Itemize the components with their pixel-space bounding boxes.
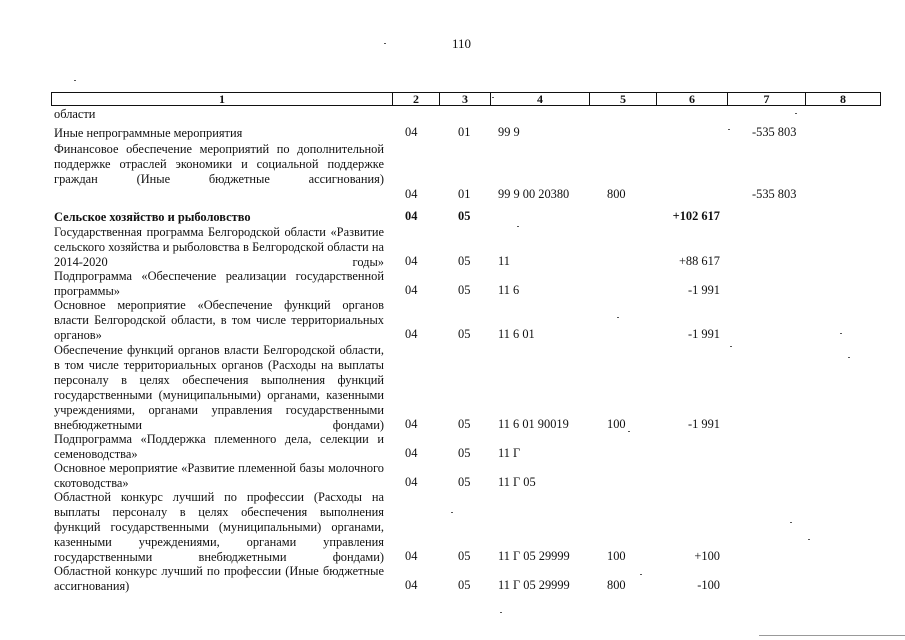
row-amount-6: -1 991: [687, 327, 720, 341]
row-target-code: 11: [498, 254, 510, 268]
row-section: 04: [405, 417, 418, 431]
row-description: Областной конкурс лучший по профессии (Иные бюджетные ассигнования): [54, 564, 384, 593]
row-section: 04: [405, 327, 418, 341]
row-amount-6: -1 991: [687, 417, 720, 431]
row-amount-6: -100: [697, 578, 720, 592]
row-section: 04: [405, 209, 418, 223]
row-description: Государственная программа Белгородской области «Развитие сельского хозяйства и рыболовства в Белгородской области на 2014-2020 годы»: [54, 225, 384, 269]
row-subsection: 05: [458, 283, 471, 297]
scan-speck: [808, 539, 810, 540]
row-description: Подпрограмма «Поддержка племенного дела, селекции и семеноводства»: [54, 432, 384, 461]
row-subsection: 05: [458, 209, 471, 223]
row-expense-type: 800: [607, 187, 626, 201]
scan-speck: [74, 80, 76, 81]
row-target-code: 11 Г 05: [498, 475, 536, 489]
row-subsection: 05: [458, 327, 471, 341]
row-amount-6: +100: [694, 549, 720, 563]
row-description: Сельское хозяйство и рыболовство: [54, 210, 251, 224]
row-subsection: 05: [458, 475, 471, 489]
row-amount-6: +102 617: [672, 209, 720, 223]
header-col-8: 8: [840, 92, 846, 106]
row-target-code: 11 6 01: [498, 327, 535, 341]
row-description: области: [54, 107, 96, 121]
row-target-code: 11 6: [498, 283, 520, 297]
row-description: Основное мероприятие «Развитие племенной базы молочного скотоводства»: [54, 461, 384, 490]
scan-speck: [728, 129, 730, 130]
row-expense-type: 800: [607, 578, 626, 592]
header-col-3: 3: [440, 93, 491, 105]
row-section: 04: [405, 578, 418, 592]
scan-speck: [730, 346, 732, 347]
header-col-4: 4: [491, 93, 590, 105]
row-target-code: 11 6 01 90019: [498, 417, 569, 431]
scan-speck: [790, 522, 792, 523]
scan-speck: [492, 97, 494, 98]
row-section: 04: [405, 549, 418, 563]
row-subsection: 05: [458, 549, 471, 563]
row-target-code: 11 Г 05 29999: [498, 549, 570, 563]
row-subsection: 05: [458, 446, 471, 460]
scan-edge-line: [759, 635, 905, 636]
row-target-code: 11 Г: [498, 446, 521, 460]
row-target-code: 99 9 00 20380: [498, 187, 570, 201]
scan-speck: [500, 612, 502, 613]
row-description: Областной конкурс лучший по профессии (Расходы на выплаты персоналу в целях обеспечения выполнения функций государственными (муниципальными) органами, казенными учреждениями, органами управления государственными внебюджетными фондами): [54, 490, 384, 564]
row-amount-7: -535 803: [752, 187, 797, 201]
row-section: 04: [405, 475, 418, 489]
row-description: Обеспечение функций органов власти Белгородской области, в том числе территориальных органов (Расходы на выплаты персоналу в целях обеспечения выполнения функций государственными (муниципальными) органами, казенными учреждениями, органами управления государственными внебюджетными фондами): [54, 343, 384, 432]
row-subsection: 01: [458, 125, 471, 139]
header-col-1: 1: [52, 93, 393, 105]
header-col-5: 5: [590, 93, 657, 105]
row-description: Финансовое обеспечение мероприятий по дополнительной поддержке отраслей экономики и социальной поддержке граждан (Иные бюджетные ассигнования): [54, 142, 384, 186]
row-section: 04: [405, 254, 418, 268]
row-expense-type: 100: [607, 549, 626, 563]
row-section: 04: [405, 187, 418, 201]
row-subsection: 05: [458, 578, 471, 592]
row-description: Подпрограмма «Обеспечение реализации государственной программы»: [54, 269, 384, 298]
scan-speck: [640, 574, 642, 575]
header-col-7: 7: [728, 93, 806, 105]
scan-speck: [795, 113, 797, 114]
row-subsection: 05: [458, 254, 471, 268]
row-section: 04: [405, 446, 418, 460]
row-target-code: 11 Г 05 29999: [498, 578, 570, 592]
page-number: 110: [452, 36, 472, 51]
row-description: Иные непрограммные мероприятия: [54, 126, 243, 140]
row-amount-6: +88 617: [678, 254, 720, 268]
row-amount-6: -1 991: [687, 283, 720, 297]
header-col-6: 6: [657, 93, 728, 105]
row-section: 04: [405, 125, 418, 139]
scan-speck: [384, 43, 386, 44]
row-amount-7: -535 803: [752, 125, 797, 139]
row-subsection: 01: [458, 187, 471, 201]
scan-speck: [451, 512, 453, 513]
table-header: [51, 92, 881, 106]
row-description: Основное мероприятие «Обеспечение функций органов власти Белгородской области, в том числе территориальных органов»: [54, 298, 384, 342]
row-subsection: 05: [458, 417, 471, 431]
row-target-code: 99 9: [498, 125, 520, 139]
scan-speck: [517, 226, 519, 227]
header-col-2: 2: [393, 93, 440, 105]
scan-speck: [840, 333, 842, 334]
scan-speck: [628, 431, 630, 432]
row-section: 04: [405, 283, 418, 297]
row-expense-type: 100: [607, 417, 626, 431]
scan-speck: [617, 317, 619, 318]
scan-speck: [848, 357, 850, 358]
